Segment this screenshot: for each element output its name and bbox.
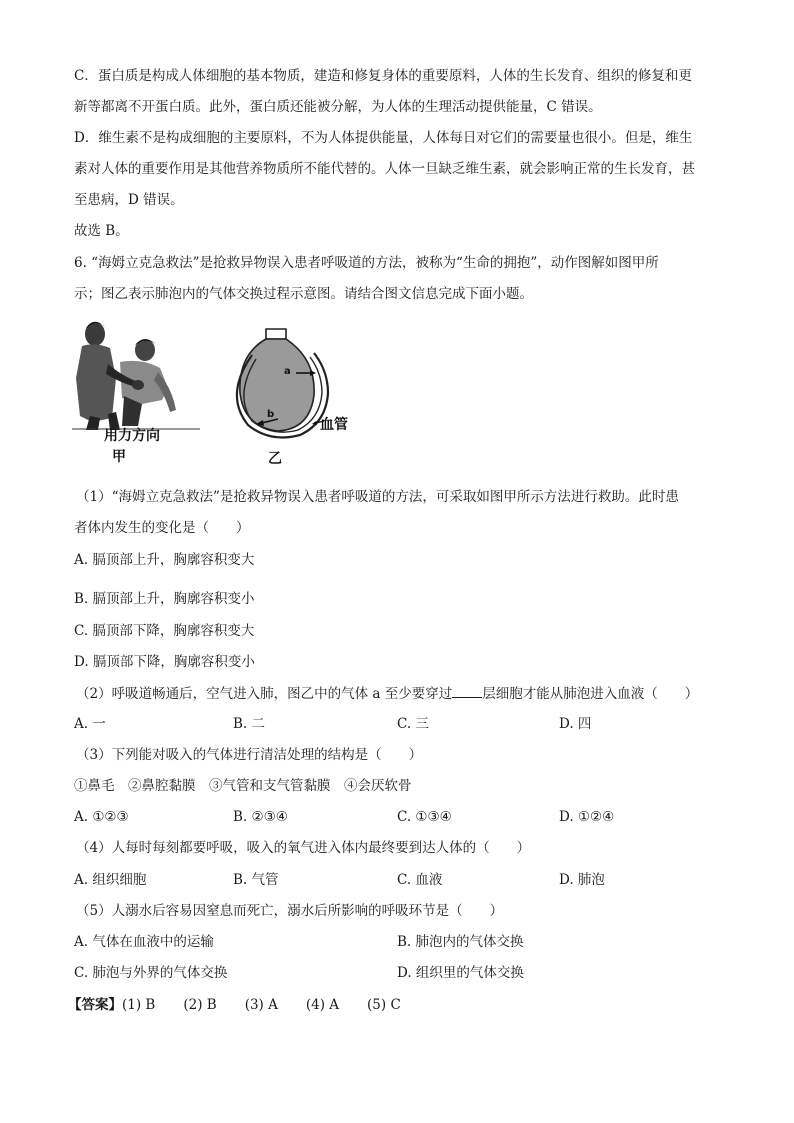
question-2-option-c: C. 三 bbox=[397, 716, 429, 732]
question-1-stem-line-2: 者体内发生的变化是（ ） bbox=[74, 520, 250, 536]
option-d-explanation-line-3: 至患病，D 错误。 bbox=[74, 192, 184, 208]
answer-5: (5) C bbox=[367, 997, 401, 1013]
question-2-stem bbox=[76, 683, 698, 704]
question-2-option-d: D. 四 bbox=[559, 716, 592, 732]
answer-2: (2) B bbox=[183, 997, 217, 1013]
figure-yi-alveolus-diagram bbox=[230, 325, 330, 441]
question-1-option-a: A. 膈顶部上升，胸廓容积变大 bbox=[74, 552, 255, 568]
figure-jia-heimlich-illustration bbox=[72, 318, 200, 430]
question-4-stem: （4）人每时每刻都要呼吸，吸入的氧气进入体内最终要到达人体的（ ） bbox=[76, 840, 531, 856]
question-2-stem-after-blank: 层细胞才能从肺泡进入血液（ ） bbox=[482, 686, 699, 702]
figure-yi-label: 乙 bbox=[268, 451, 282, 467]
figure-yi-gas-b: b bbox=[267, 409, 275, 420]
question-5-option-b: B. 肺泡内的气体交换 bbox=[397, 934, 524, 950]
question-1-option-d: D. 膈顶部下降，胸廓容积变小 bbox=[74, 654, 255, 670]
question-5-option-d: D. 组织里的气体交换 bbox=[397, 965, 524, 981]
figure-yi-vessel-label: 血管 bbox=[320, 417, 348, 433]
fill-in-blank bbox=[452, 683, 482, 698]
question-3-option-d: D. ①②④ bbox=[559, 809, 615, 825]
question-1-stem-line-1: （1）“海姆立克急救法”是抢救异物误入患者呼吸道的方法，可采取如图甲所示方法进行救助。此时患 bbox=[76, 489, 679, 505]
question-1-option-b: B. 膈顶部上升，胸廓容积变小 bbox=[74, 591, 255, 607]
answer-1: (1) B bbox=[122, 997, 156, 1013]
option-d-explanation-line-2: 素对人体的重要作用是其他营养物质所不能代替的。人体一旦缺乏维生素，就会影响正常的生长发育，甚 bbox=[74, 161, 695, 177]
question-1-option-c: C. 膈顶部下降，胸廓容积变大 bbox=[74, 623, 255, 639]
choose-answer: 故选 B。 bbox=[74, 223, 129, 239]
option-d-explanation-line-1: D．维生素不是构成细胞的主要原料，不为人体提供能量，人体每日对它们的需要量也很小。但是，维生 bbox=[74, 130, 693, 146]
option-c-explanation-line-2: 新等都离不开蛋白质。此外，蛋白质还能被分解，为人体的生理活动提供能量，C 错误。 bbox=[74, 99, 602, 115]
question-5-option-c: C. 肺泡与外界的气体交换 bbox=[74, 965, 228, 981]
question-2-option-a: A. 一 bbox=[74, 716, 106, 732]
question-4-option-a: A. 组织细胞 bbox=[74, 872, 147, 888]
question-5-stem: （5）人溺水后容易因窒息而死亡，溺水后所影响的呼吸环节是（ ） bbox=[76, 903, 504, 919]
question-6-intro-line-1: 6. “海姆立克急救法”是抢救异物误入患者呼吸道的方法，被称为“生命的拥抱”，动作图解如图甲所 bbox=[74, 255, 659, 271]
question-3-stem: （3）下列能对吸入的气体进行清洁处理的结构是（ ） bbox=[76, 747, 423, 763]
option-c-explanation-line-1: C．蛋白质是构成人体细胞的基本物质，建造和修复身体的重要原料，人体的生长发育、组织的修复和更 bbox=[74, 68, 692, 84]
figure-jia-label: 甲 bbox=[112, 449, 126, 465]
answer-3: (3) A bbox=[244, 997, 278, 1013]
heimlich-illustration bbox=[72, 318, 200, 430]
question-2-stem-before-blank: （2）呼吸道畅通后，空气进入肺，图乙中的气体 a 至少要穿过 bbox=[76, 686, 453, 702]
figure-yi-gas-a: a bbox=[284, 366, 291, 377]
question-4-option-c: C. 血液 bbox=[397, 872, 443, 888]
answer-4: (4) A bbox=[305, 997, 340, 1013]
question-3-option-a: A. ①②③ bbox=[74, 809, 129, 825]
alveolus-gas-exchange-diagram bbox=[230, 325, 330, 441]
question-4-option-d: D. 肺泡 bbox=[559, 872, 605, 888]
answer-line bbox=[68, 995, 401, 1015]
question-3-option-c: C. ①③④ bbox=[397, 809, 452, 825]
question-3-items: ①鼻毛 ②鼻腔黏膜 ③气管和支气管黏膜 ④会厌软骨 bbox=[74, 778, 412, 794]
question-5-option-a: A. 气体在血液中的运输 bbox=[74, 934, 214, 950]
figure-jia-direction-label: 用力方向 bbox=[104, 428, 160, 444]
question-6-intro-line-2: 示；图乙表示肺泡内的气体交换过程示意图。请结合图文信息完成下面小题。 bbox=[74, 286, 533, 302]
question-2-option-b: B. 二 bbox=[233, 716, 266, 732]
question-4-option-b: B. 气管 bbox=[233, 872, 279, 888]
question-3-option-b: B. ②③④ bbox=[233, 809, 288, 825]
answer-tag: 【答案】 bbox=[68, 997, 122, 1013]
